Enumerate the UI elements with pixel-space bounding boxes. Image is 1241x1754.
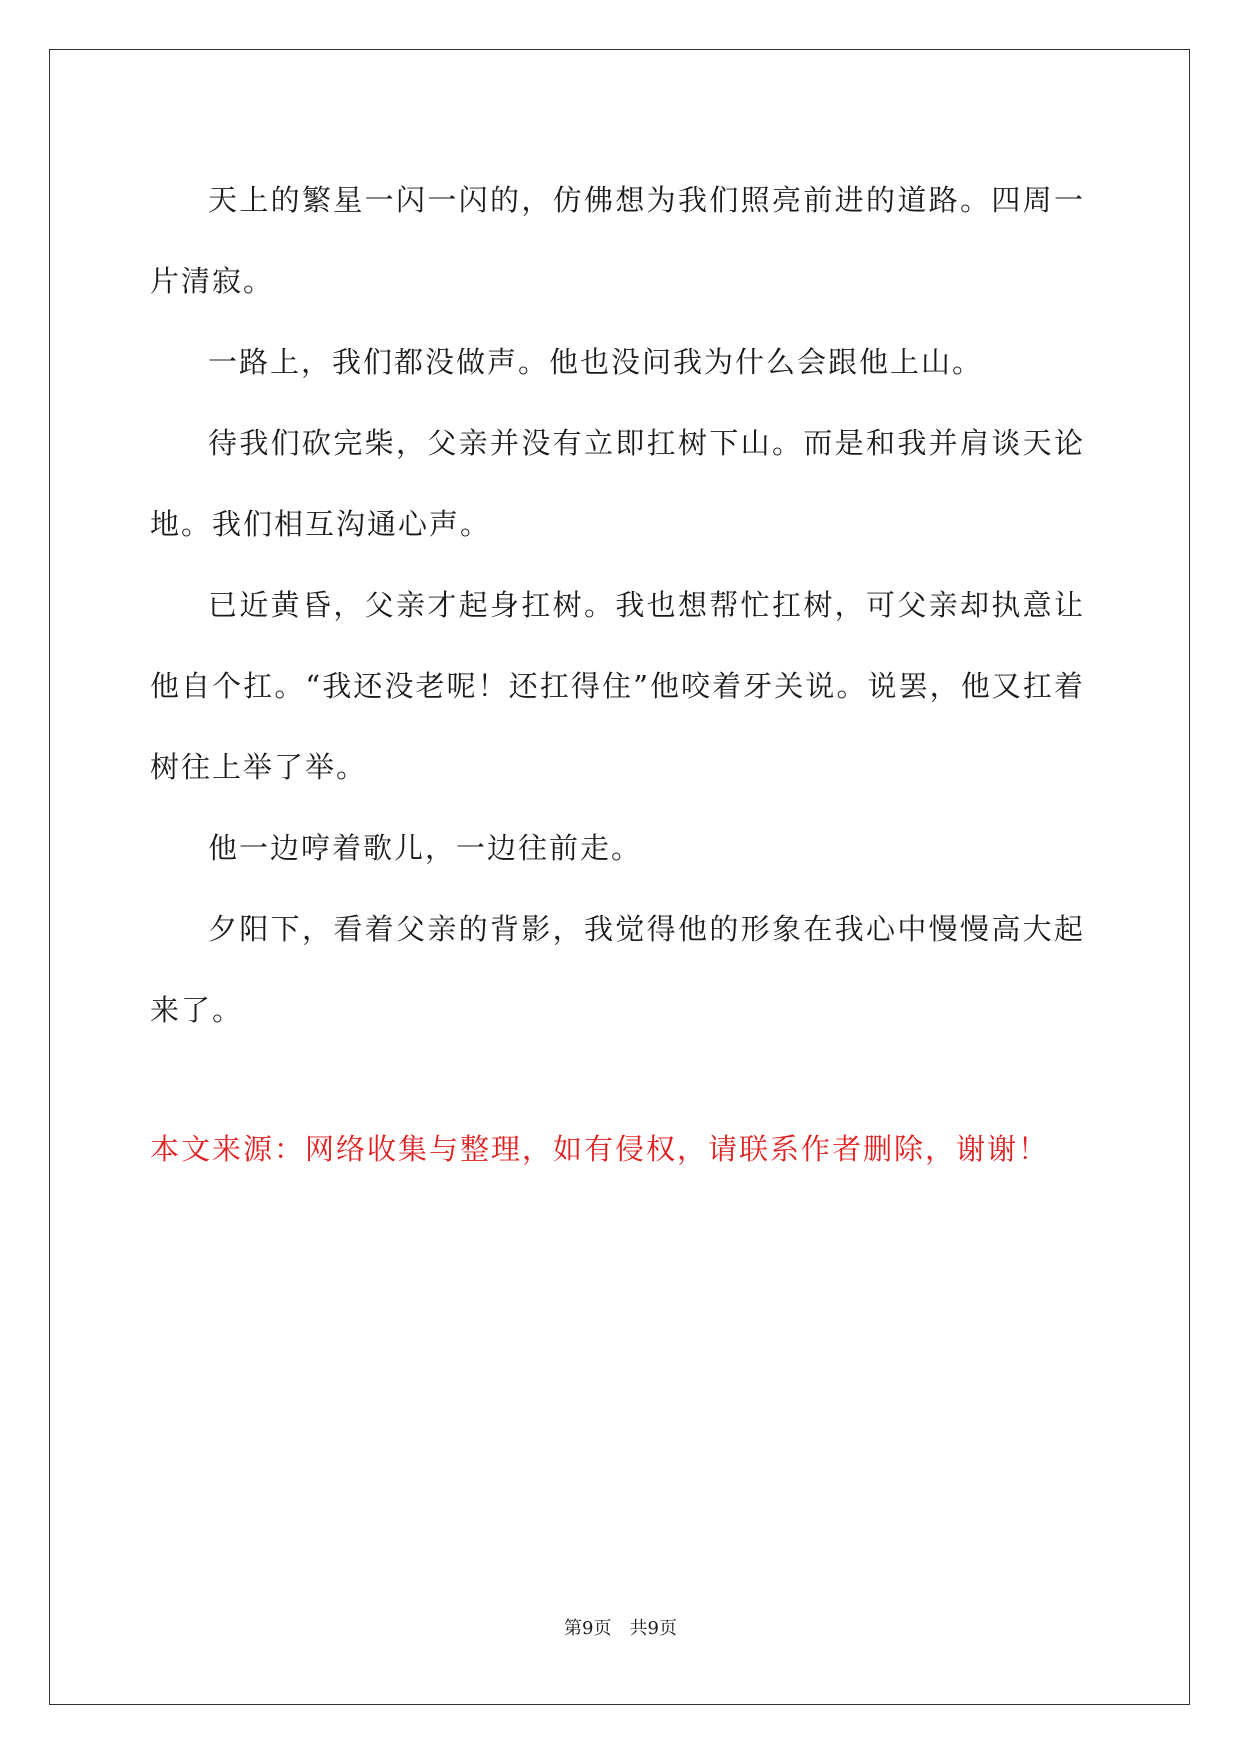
paragraph-4: 已近黄昏，父亲才起身扛树。我也想帮忙扛树，可父亲却执意让他自个扛。“我还没老呢！还扛得住”他咬着牙关说。说罢，他又扛着树往上举了举。 <box>150 588 1085 784</box>
total-pages-label: 共9页 <box>629 1618 677 1639</box>
page-footer <box>0 1614 1241 1640</box>
source-note: 本文来源：网络收集与整理，如有侵权，请联系作者删除，谢谢！ <box>150 1132 1050 1166</box>
paragraph-1: 天上的繁星一闪一闪的，仿佛想为我们照亮前进的道路。四周一片清寂。 <box>150 183 1085 298</box>
document-body <box>150 160 1085 1051</box>
paragraph-3: 待我们砍完柴，父亲并没有立即扛树下山。而是和我并肩谈天论地。我们相互沟通心声。 <box>150 426 1085 541</box>
current-page-label: 第9页 <box>564 1618 612 1639</box>
paragraph-5: 他一边哼着歌儿，一边往前走。 <box>208 831 643 865</box>
paragraph-2: 一路上，我们都没做声。他也没问我为什么会跟他上山。 <box>208 345 984 379</box>
paragraph-6: 夕阳下，看着父亲的背影，我觉得他的形象在我心中慢慢高大起来了。 <box>150 912 1085 1027</box>
